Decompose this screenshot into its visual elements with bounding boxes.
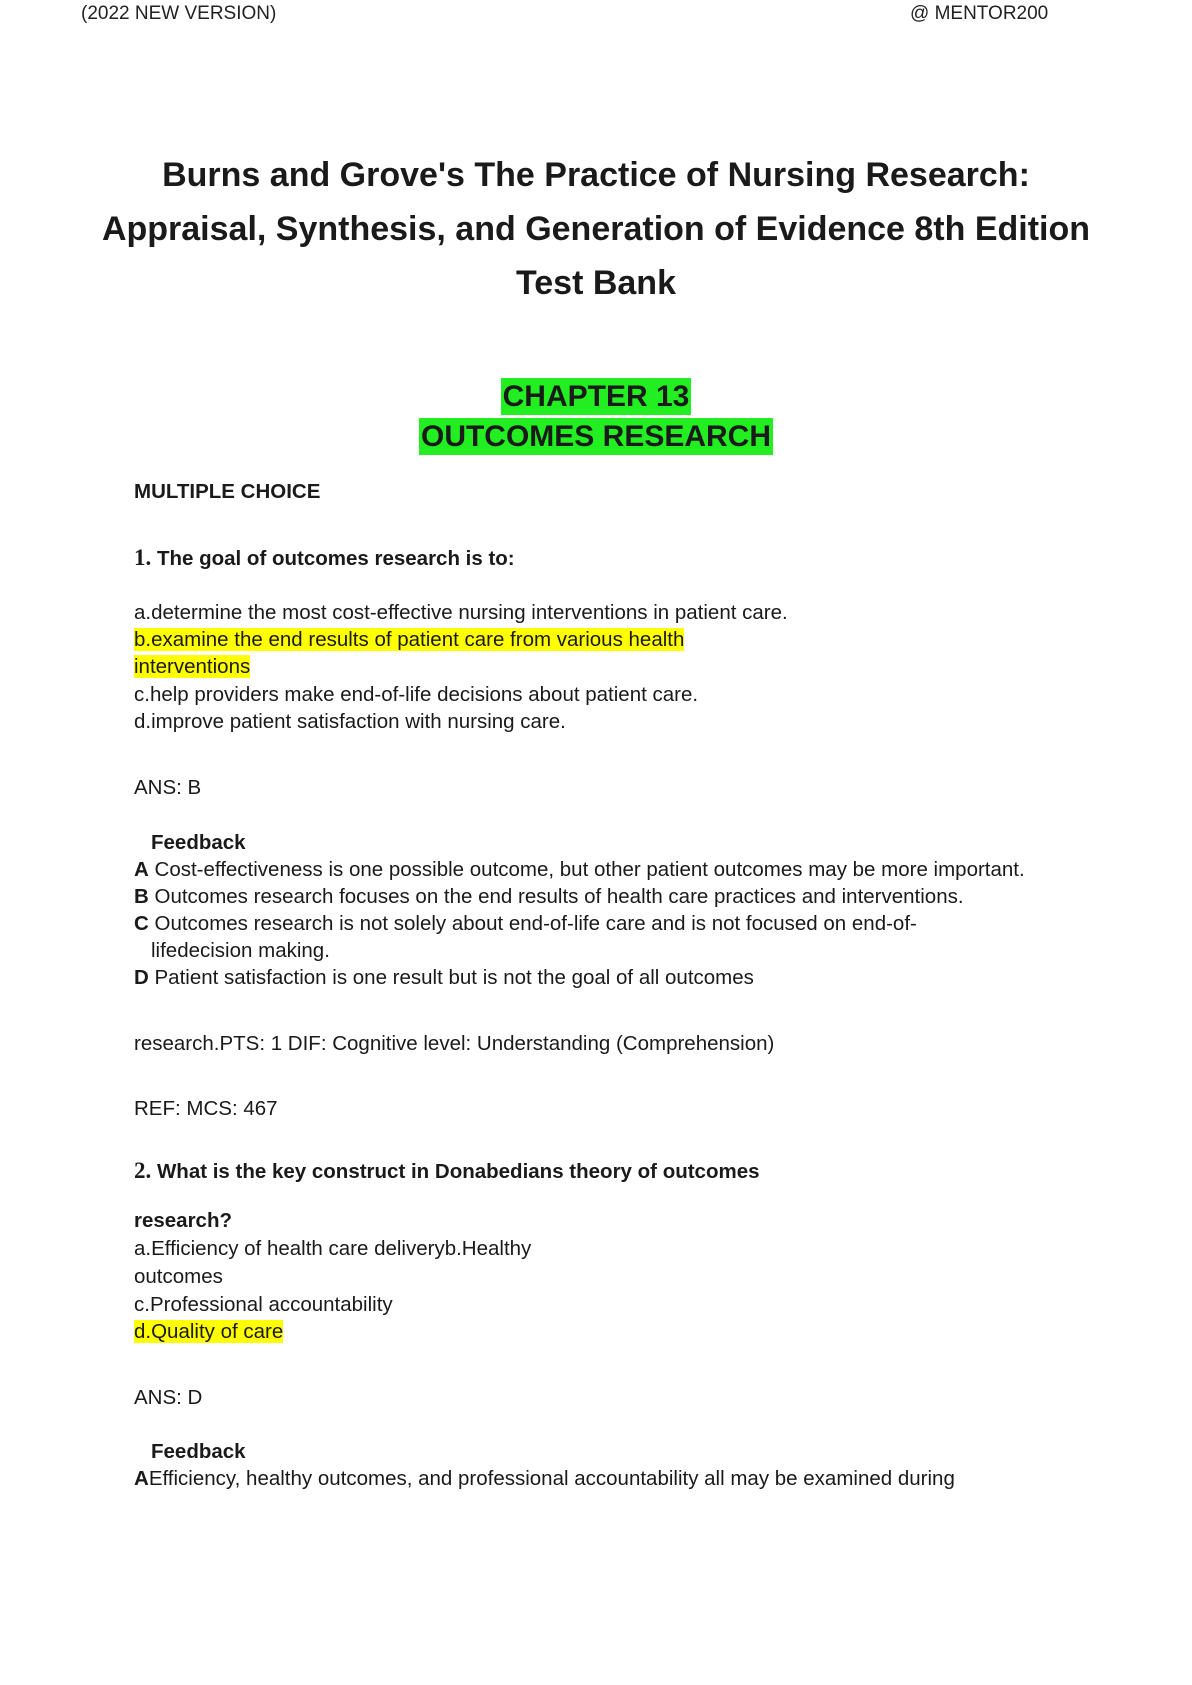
q1-feedback-a	[134, 858, 1025, 882]
question-1	[134, 545, 515, 571]
q1-points-line: research.PTS: 1 DIF: Cognitive level: Understanding (Comprehension)	[134, 1032, 775, 1055]
question-1-text: The goal of outcomes research is to:	[151, 547, 515, 570]
q1-feedback-a-letter: A	[134, 858, 149, 881]
q2-option-d-text: d.Quality of care	[134, 1320, 284, 1343]
q1-feedback-b-text: Outcomes research focuses on the end results of health care practices and interventions.	[148, 885, 964, 908]
q1-option-b-line2: interventions	[134, 655, 251, 678]
q1-option-c: c.help providers make end-of-life decisions about patient care.	[134, 683, 699, 706]
title-line-1: Burns and Grove's The Practice of Nursing Research:	[162, 156, 1030, 194]
q1-option-a: a.determine the most cost-effective nursing interventions in patient care.	[134, 601, 788, 624]
q1-option-d: d.improve patient satisfaction with nursing care.	[134, 710, 566, 733]
q2-option-c: c.Professional accountability	[134, 1293, 393, 1316]
q2-option-d	[134, 1320, 283, 1344]
q1-feedback-c-text: Outcomes research is not solely about end-of-life care and is not focused on end-of-	[148, 912, 917, 935]
q2-answer: ANS: D	[134, 1386, 203, 1409]
q1-feedback-a-text: Cost-effectiveness is one possible outcome, but other patient outcomes may be more important.	[148, 858, 1025, 881]
header-author-label: @ MENTOR200	[910, 3, 1049, 24]
q1-feedback-b	[134, 885, 964, 909]
question-2-text: What is the key construct in Donabedians theory of outcomes	[151, 1160, 760, 1183]
header-version-label: (2022 NEW VERSION)	[81, 3, 277, 24]
question-2	[134, 1158, 760, 1184]
document-title	[60, 148, 1132, 310]
q2-feedback-a-text: Efficiency, healthy outcomes, and professional accountability all may be examined during	[148, 1467, 955, 1490]
q1-answer: ANS: B	[134, 776, 202, 799]
title-line-3: Test Bank	[516, 264, 676, 302]
question-2-cont: research?	[134, 1209, 233, 1232]
q2-feedback-a-letter: A	[134, 1467, 149, 1490]
q1-feedback-d	[134, 966, 754, 990]
q1-feedback-c-cont: lifedecision making.	[151, 939, 330, 962]
q2-feedback-heading: Feedback	[151, 1440, 246, 1463]
q1-feedback-heading: Feedback	[151, 831, 246, 854]
question-2-number: 2.	[134, 1158, 152, 1183]
q1-feedback-b-letter: B	[134, 885, 149, 908]
q1-option-b	[134, 628, 684, 652]
q1-feedback-d-text: Patient satisfaction is one result but is not the goal of all outcomes	[148, 966, 754, 989]
q1-option-b-cont	[134, 655, 250, 679]
q2-option-ab-cont: outcomes	[134, 1265, 223, 1288]
chapter-number: CHAPTER 13	[502, 380, 690, 413]
q1-feedback-d-letter: D	[134, 966, 149, 989]
q1-option-b-line1: b.examine the end results of patient care from various health	[134, 628, 685, 651]
q2-option-ab: a.Efficiency of health care deliveryb.Healthy	[134, 1237, 532, 1260]
title-line-2: Appraisal, Synthesis, and Generation of Evidence 8th Edition	[101, 210, 1091, 248]
section-heading: MULTIPLE CHOICE	[134, 480, 321, 503]
q1-feedback-c	[134, 912, 917, 936]
chapter-heading	[0, 380, 1192, 460]
chapter-name: OUTCOMES RESEARCH	[420, 420, 772, 453]
question-1-number: 1.	[134, 545, 152, 570]
q1-reference: REF: MCS: 467	[134, 1097, 278, 1120]
q1-feedback-c-letter: C	[134, 912, 149, 935]
q2-feedback-a	[134, 1467, 955, 1491]
